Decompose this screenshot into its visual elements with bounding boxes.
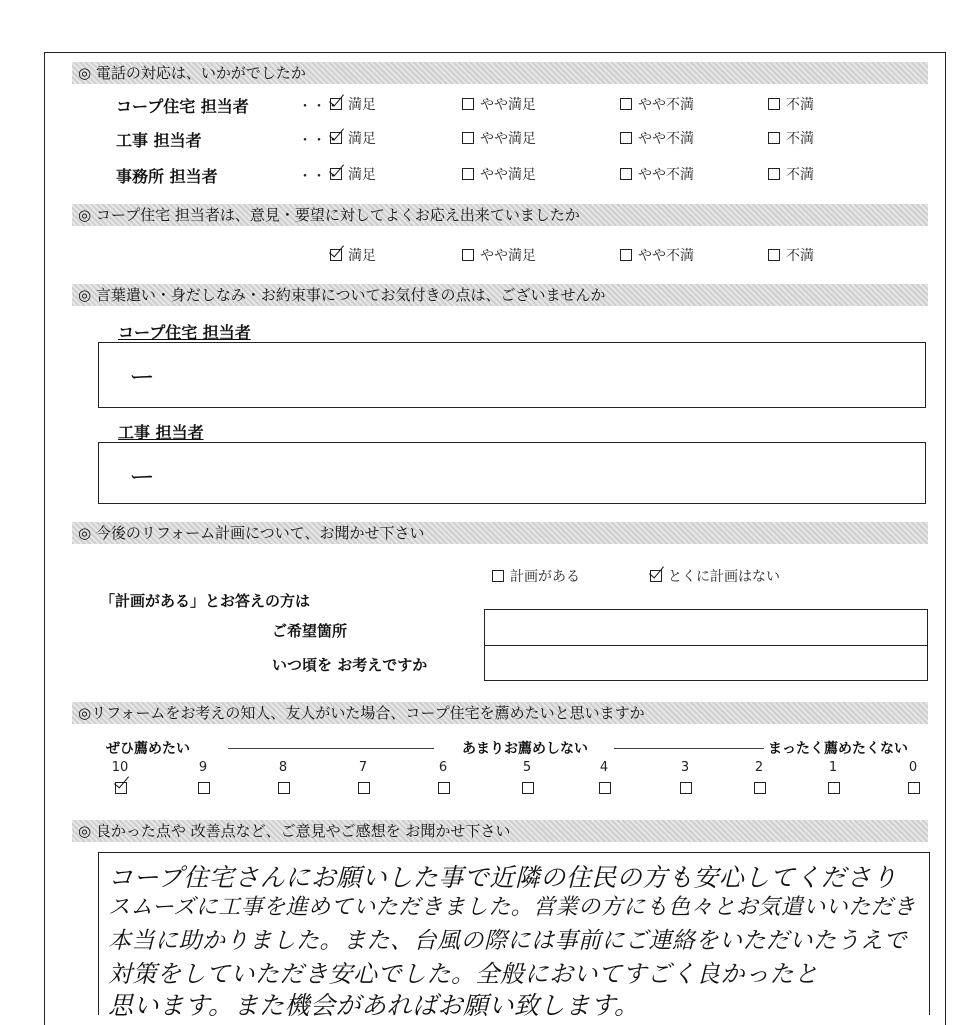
checkbox[interactable] <box>462 132 474 144</box>
response-dissatisfied[interactable]: 不満 <box>768 245 814 265</box>
response-satisfied[interactable]: 満足 <box>330 245 376 265</box>
phone-work-somewhat-dissatisfied[interactable]: やや不満 <box>620 128 694 148</box>
dots: ・・・ <box>298 169 340 185</box>
scale-checkbox-6[interactable] <box>438 782 450 794</box>
section-phone-header: ◎ 電話の対応は、いかがでしたか <box>72 62 928 84</box>
checkbox-checked[interactable] <box>330 168 342 180</box>
checkbox[interactable] <box>492 570 504 582</box>
phone-coop-dissatisfied[interactable]: 不満 <box>768 94 814 114</box>
section-response-header: ◎ コープ住宅 担当者は、意見・要望に対してよくお応え出来ていましたか <box>72 204 928 226</box>
scale-divider <box>614 748 764 749</box>
scale-checkbox-7[interactable] <box>358 782 370 794</box>
phone-office-dissatisfied[interactable]: 不満 <box>768 164 814 184</box>
phone-coop-somewhat-satisfied[interactable]: やや満足 <box>462 94 536 114</box>
scale-checkbox-2[interactable] <box>754 782 766 794</box>
section-manners-header: ◎ 言葉遣い・身だしなみ・お約束事についてお気付きの点は、ございませんか <box>72 284 928 306</box>
scale-number: 10 <box>111 760 129 775</box>
scale-checkbox-3[interactable] <box>680 782 692 794</box>
comment-line: 対策をしていただき安心でした。全般においてすごく良かったと <box>108 960 819 988</box>
scale-left-label: ぜひ薦めたい <box>106 741 190 757</box>
manners-coop-answer: ー <box>129 363 156 393</box>
manners-coop-answer-box[interactable] <box>98 342 926 408</box>
scale-number: 2 <box>754 760 764 775</box>
checkbox[interactable] <box>620 132 632 144</box>
section-reform-header: ◎ 今後のリフォーム計画について、お聞かせ下さい <box>72 522 928 544</box>
section-recommend-header: ◎リフォームをお考えの知人、友人がいた場合、コープ住宅を薦めたいと思いますか <box>72 702 928 724</box>
checkbox-checked[interactable] <box>330 132 342 144</box>
reform-when-label: いつ頃を お考えですか <box>272 656 428 674</box>
scale-number: 5 <box>522 760 532 775</box>
comment-line: スムーズに工事を進めていただきました。営業の方にも色々とお気遣いいただき <box>108 895 916 920</box>
checkbox[interactable] <box>768 132 780 144</box>
phone-row-coop-label: コープ住宅 担当者 <box>116 97 249 116</box>
scale-checkbox-0[interactable] <box>908 782 920 794</box>
phone-row-office-label: 事務所 担当者 <box>116 167 218 186</box>
scale-checkbox-9[interactable] <box>198 782 210 794</box>
manners-work-label: 工事 担当者 <box>118 423 204 442</box>
scale-number: 1 <box>828 760 838 775</box>
scale-mid-label: あまりお薦めしない <box>462 741 588 757</box>
scale-checkbox-5[interactable] <box>522 782 534 794</box>
scale-checkbox-8[interactable] <box>278 782 290 794</box>
phone-work-dissatisfied[interactable]: 不満 <box>768 128 814 148</box>
scale-number: 4 <box>599 760 609 775</box>
reform-place-label: ご希望箇所 <box>272 622 348 640</box>
checkbox[interactable] <box>462 168 474 180</box>
scale-number: 3 <box>680 760 690 775</box>
checkbox-checked[interactable] <box>650 570 662 582</box>
scale-number: 6 <box>438 760 448 775</box>
checkbox[interactable] <box>768 249 780 261</box>
reform-when-input[interactable] <box>484 645 928 681</box>
checkbox[interactable] <box>462 98 474 110</box>
scale-number: 8 <box>278 760 288 775</box>
checkbox[interactable] <box>768 168 780 180</box>
checkbox[interactable] <box>620 168 632 180</box>
phone-coop-satisfied[interactable]: 満足 <box>330 94 376 114</box>
scale-checkbox-10-checked[interactable] <box>115 782 127 794</box>
reform-plan-no[interactable]: とくに計画はない <box>650 566 780 586</box>
dots: ・・・ <box>298 133 340 149</box>
checkbox[interactable] <box>462 249 474 261</box>
manners-work-answer-box[interactable] <box>98 442 926 504</box>
phone-office-somewhat-dissatisfied[interactable]: やや不満 <box>620 164 694 184</box>
reform-plan-yes[interactable]: 計画がある <box>492 566 580 586</box>
response-somewhat-dissatisfied[interactable]: やや不満 <box>620 245 694 265</box>
scale-checkbox-4[interactable] <box>599 782 611 794</box>
reform-note: 「計画がある」とお答えの方は <box>100 592 311 610</box>
phone-work-somewhat-satisfied[interactable]: やや満足 <box>462 128 536 148</box>
phone-work-satisfied[interactable]: 満足 <box>330 128 376 148</box>
response-somewhat-satisfied[interactable]: やや満足 <box>462 245 536 265</box>
checkbox[interactable] <box>620 249 632 261</box>
phone-office-satisfied[interactable]: 満足 <box>330 164 376 184</box>
dots: ・・・ <box>298 99 340 115</box>
comment-line: 本当に助かりました。また、台風の際には事前にご連絡をいただいたうえで <box>108 928 907 954</box>
scale-right-label: まったく薦めたくない <box>768 741 908 757</box>
comment-line: 思います。また機会があればお願い致します。 <box>108 991 640 1020</box>
phone-office-somewhat-satisfied[interactable]: やや満足 <box>462 164 536 184</box>
section-comments-header: ◎ 良かった点や 改善点など、ご意見やご感想を お聞かせ下さい <box>72 820 928 842</box>
phone-row-work-label: 工事 担当者 <box>116 131 202 150</box>
checkbox-checked[interactable] <box>330 249 342 261</box>
reform-place-input[interactable] <box>484 609 928 647</box>
scale-divider <box>228 748 434 749</box>
scale-checkbox-1[interactable] <box>828 782 840 794</box>
checkbox[interactable] <box>620 98 632 110</box>
scale-number: 7 <box>358 760 368 775</box>
phone-coop-somewhat-dissatisfied[interactable]: やや不満 <box>620 94 694 114</box>
scale-number: 0 <box>908 760 918 775</box>
scale-number: 9 <box>198 760 208 775</box>
comment-line: コープ住宅さんにお願いした事で近隣の住民の方も安心してくださり <box>108 863 898 892</box>
checkbox[interactable] <box>768 98 780 110</box>
manners-coop-label: コープ住宅 担当者 <box>118 323 251 342</box>
manners-work-answer: ー <box>129 463 156 493</box>
checkbox-checked[interactable] <box>330 98 342 110</box>
